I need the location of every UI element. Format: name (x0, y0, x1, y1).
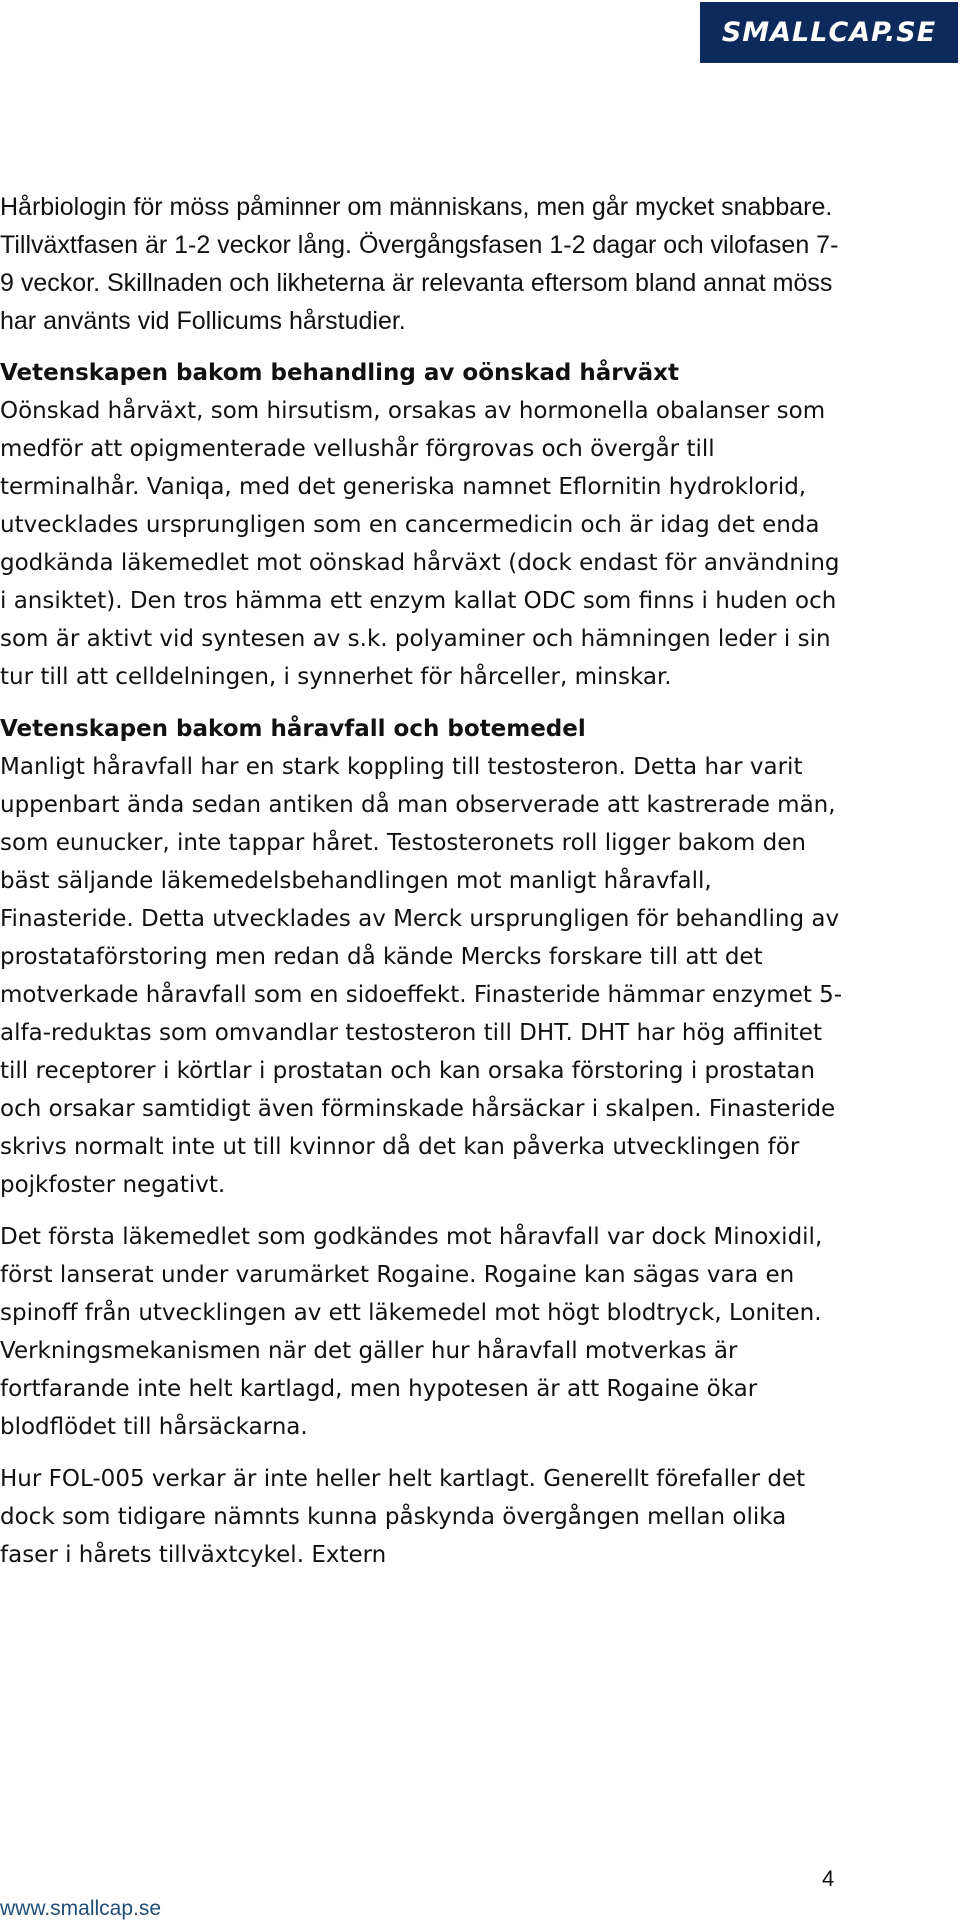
logo-text: SMALLCAP.SE (721, 17, 937, 48)
paragraph-minoxidil: Det första läkemedlet som godkändes mot håravfall var dock Minoxidil, först lanserat under varumärket Rogaine. Rogaine kan sägas vara en spinoff från utvecklingen av ett läkemedel mot högt blodtryck, Loniten. Verkningsmekanismen när det gäller hur håravfall motverkas är fortfarande inte helt kartlagd, men hypotesen är att Rogaine ökar blodflödet till hårsäckarna. (0, 1224, 823, 1440)
smallcap-logo (700, 2, 958, 63)
page-number: 4 (822, 1866, 835, 1891)
document-body (0, 188, 845, 1574)
footer-url[interactable]: www.smallcap.se (0, 1897, 162, 1920)
heading-unwanted-hair-growth: Vetenskapen bakom behandling av oönskad hårväxt (0, 360, 679, 386)
heading-hair-loss: Vetenskapen bakom håravfall och botemedel (0, 716, 586, 742)
paragraph-hair-loss: Manligt håravfall har en stark koppling till testosteron. Detta har varit uppenbart ända sedan antiken då man observerade att kastrerade män, som eunucker, inte tappar håret. Testosteronets roll ligger bakom den bäst säljande läkemedelsbehandlingen mot manligt håravfall, Finasteride. Detta utvecklades av Merck ursprungligen för behandling av prostataförstoring men redan då kände Mercks forskare till att det motverkade håravfall som en sidoeffekt. Finasteride hämmar enzymet 5-alfa-reduktas som omvandlar testosteron till DHT. DHT har hög affinitet till receptorer i körtlar i prostatan och kan orsaka förstoring i prostatan och orsakar samtidigt även förminskade hårsäckar i skalpen. Finasteride skrivs normalt inte ut till kvinnor då det kan påverka utvecklingen för pojkfoster negativt. (0, 754, 843, 1198)
paragraph-fol-005: Hur FOL-005 verkar är inte heller helt kartlagt. Generellt förefaller det dock som tidigare nämnts kunna påskynda övergången mellan olika faser i hårets tillväxtcykel. Extern (0, 1466, 806, 1568)
paragraph-intro: Hårbiologin för möss påminner om människans, men går mycket snabbare. Tillväxtfasen är 1-2 veckor lång. Övergångsfasen 1-2 dagar och vilofasen 7-9 veckor. Skillnaden och likheterna är relevanta eftersom bland annat möss har använts vid Follicums hårstudier. (0, 193, 839, 335)
paragraph-unwanted-hair-growth: Oönskad hårväxt, som hirsutism, orsakas av hormonella obalanser som medför att opigmenterade vellushår förgrovas och övergår till terminalhår. Vaniqa, med det generiska namnet Eflornitin hydroklorid, utvecklades ursprungligen som en cancermedicin och är idag det enda godkända läkemedlet mot oönskad hårväxt (dock endast för användning i ansiktet). Den tros hämma ett enzym kallat ODC som finns i huden och som är aktivt vid syntesen av s.k. polyaminer och hämningen leder i sin tur till att celldelningen, i synnerhet för hårceller, minskar. (0, 398, 840, 690)
